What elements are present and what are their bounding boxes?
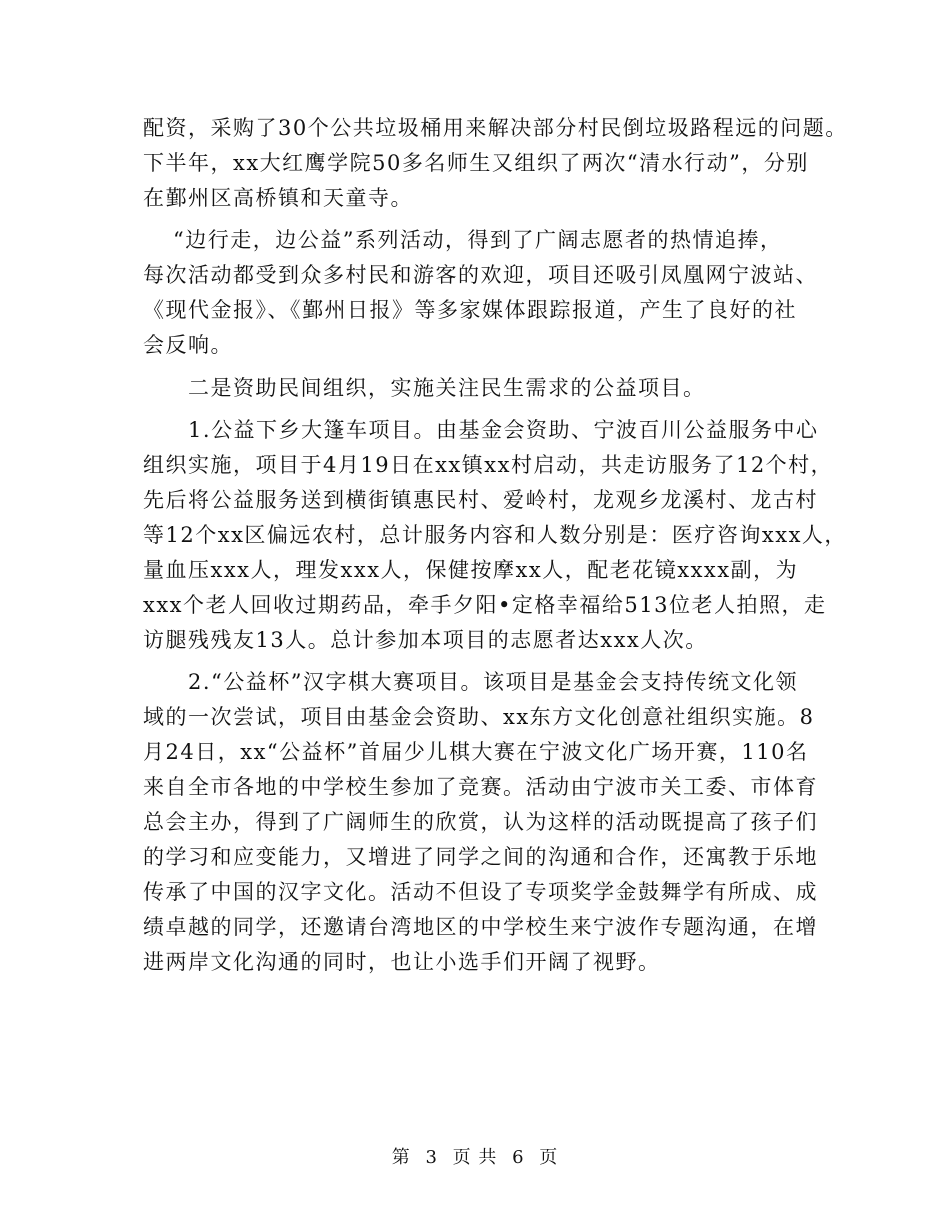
text-line: xxx个老人回收过期药品，牵手夕阳•定格幸福给513位老人拍照，走: [143, 593, 827, 617]
text-line: 配资，采购了30个公共垃圾桶用来解决部分村民倒垃圾路程远的问题。: [143, 116, 848, 140]
paragraph-first-line: 1.公益下乡大篷车项目。由基金会资助、宁波百川公益服务中心: [188, 418, 819, 442]
text-line: 总会主办，得到了广阔师生的欣赏，认为这样的活动既提高了孩子们: [143, 810, 818, 834]
page-footer: [0, 1143, 950, 1169]
text-line: 先后将公益服务送到横街镇惠民村、爱岭村，龙观乡龙溪村、龙古村: [143, 488, 818, 512]
footer-middle: 页 共: [452, 1147, 498, 1168]
text-line: 会反响。: [143, 333, 233, 357]
text-line: 等12个xx区偏远农村，总计服务内容和人数分别是：医疗咨询xxx人，: [143, 523, 847, 547]
footer-prefix: 第: [391, 1147, 411, 1168]
text-line: 每次活动都受到众多村民和游客的欢迎，项目还吸引凤凰网宁波站、: [143, 263, 818, 287]
text-line: 进两岸文化沟通的同时，也让小选手们开阔了视野。: [143, 950, 661, 974]
text-line: 的学习和应变能力，又增进了同学之间的沟通和合作，还寓教于乐地: [143, 845, 818, 869]
text-line: 传承了中国的汉字文化。活动不但设了专项奖学金鼓舞学有所成、成: [143, 880, 818, 904]
current-page-number: 3: [425, 1147, 438, 1168]
text-line: 绩卓越的同学，还邀请台湾地区的中学校生来宁波作专题沟通，在增: [143, 915, 818, 939]
text-line: 域的一次尝试，项目由基金会资助、xx东方文化创意社组织实施。8: [143, 705, 815, 729]
text-line: 下半年，xx大红鹰学院50多名师生又组织了两次“清水行动”，分别: [143, 151, 809, 175]
paragraph-first-line: “边行走，边公益”系列活动，得到了广阔志愿者的热情追捧，: [173, 228, 783, 252]
section-heading: 二是资助民间组织，实施关注民生需求的公益项目。: [188, 376, 706, 400]
total-pages-number: 6: [512, 1147, 525, 1168]
text-line: 月24日，xx“公益杯”首届少儿棋大赛在宁波文化广场开赛，110名: [143, 740, 809, 764]
paragraph-first-line: 2.“公益杯”汉字棋大赛项目。该项目是基金会支持传统文化领: [188, 670, 799, 694]
text-line: 量血压xxx人，理发xxx人，保健按摩xx人，配老花镜xxxx副，为: [143, 558, 799, 582]
text-line: 在鄞州区高桥镇和天童寺。: [143, 186, 413, 210]
footer-suffix: 页: [539, 1147, 559, 1168]
text-line: 来自全市各地的中学校生参加了竞赛。活动由宁波市关工委、市体育: [143, 775, 818, 799]
text-line: 《现代金报》、《鄞州日报》等多家媒体跟踪报道，产生了良好的社: [143, 298, 797, 322]
text-line: 组织实施，项目于4月19日在xx镇xx村启动，共走访服务了12个村，: [143, 453, 834, 477]
text-line: 访腿残残友13人。总计参加本项目的志愿者达xxx人次。: [143, 628, 708, 652]
